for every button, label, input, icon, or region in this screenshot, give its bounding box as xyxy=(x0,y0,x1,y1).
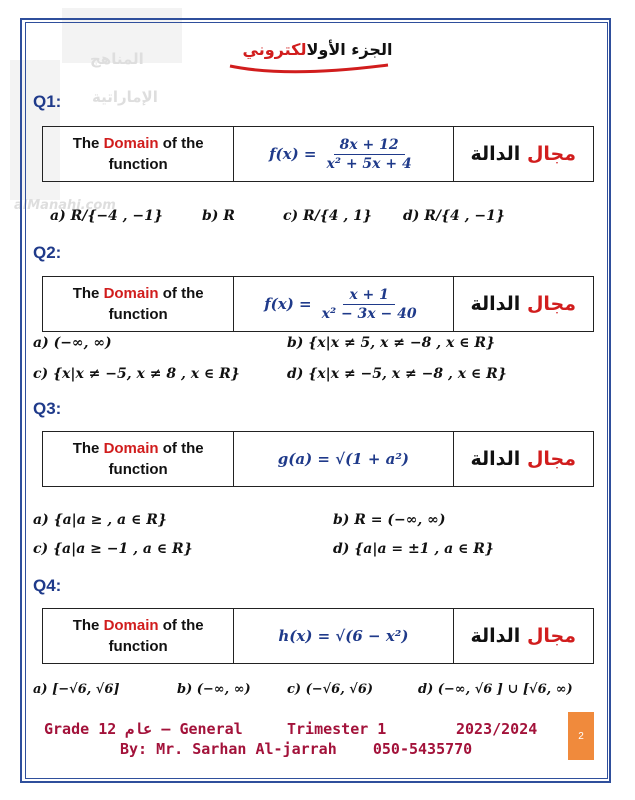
q4-function: h(x) = √(6 − x²) xyxy=(278,627,409,645)
arabic-word-black: الدالة xyxy=(470,625,521,647)
q2-box xyxy=(42,276,594,332)
domain-text-post: of the xyxy=(158,285,204,302)
q3-option-a[interactable]: a) {a|a ≥ , a ∈ R} xyxy=(33,512,167,528)
q2-option-a[interactable]: a) (−∞, ∞) xyxy=(33,335,112,351)
footer-author: By: Mr. Sarhan Al-jarrah xyxy=(120,740,337,758)
q1-function-lhs: f(x) = xyxy=(269,145,317,163)
page-title xyxy=(0,40,635,59)
arabic-word-red: مجال xyxy=(526,293,577,315)
title-part-1: الجزء الأول xyxy=(306,40,393,59)
arabic-word-red: مجال xyxy=(526,448,577,470)
page-number: 2 xyxy=(568,712,594,760)
q2-option-c[interactable]: c) {x|x ≠ −5, x ≠ 8 , x ∈ R} xyxy=(33,366,240,382)
footer-line-2 xyxy=(120,740,472,758)
footer-trimester: Trimester 1 xyxy=(287,720,387,738)
q3-function: g(a) = √(1 + a²) xyxy=(277,450,410,468)
q1-function-cell xyxy=(234,127,453,181)
q3-domain-cell xyxy=(43,432,234,486)
q4-label: Q4: xyxy=(33,576,62,595)
title-part-2: الكتروني xyxy=(242,40,307,59)
domain-word: Domain xyxy=(103,285,159,302)
arabic-word-red: مجال xyxy=(526,143,577,165)
domain-text-pre: The xyxy=(72,285,104,302)
q1-option-a[interactable]: a) R/{−4 , −1} xyxy=(50,208,163,224)
domain-text-line2: function xyxy=(108,306,168,323)
q1-box xyxy=(42,126,594,182)
domain-text-post: of the xyxy=(158,135,204,152)
domain-text-pre: The xyxy=(72,135,104,152)
domain-text-line2: function xyxy=(108,156,168,173)
domain-word: Domain xyxy=(103,440,159,457)
q2-domain-cell xyxy=(43,277,234,331)
q3-option-d[interactable]: d) {a|a = ±1 , a ∈ R} xyxy=(333,541,494,557)
q4-domain-cell xyxy=(43,609,234,663)
q2-fraction xyxy=(316,287,423,322)
q1-option-b[interactable]: b) R xyxy=(202,208,235,224)
arabic-word-red: مجال xyxy=(526,625,577,647)
q3-box xyxy=(42,431,594,487)
arabic-word-black: الدالة xyxy=(470,143,521,165)
q1-label: Q1: xyxy=(33,92,62,111)
q2-function-lhs: f(x) = xyxy=(264,295,312,313)
q2-label: Q2: xyxy=(33,243,62,262)
q4-option-d[interactable]: d) (−∞, √6 ] ∪ [√6, ∞) xyxy=(418,682,573,697)
watermark-text-2: الإماراتية xyxy=(92,88,158,106)
q2-numerator: x + 1 xyxy=(343,287,395,305)
title-underline-swoosh xyxy=(228,62,398,76)
q1-option-d[interactable]: d) R/{4 , −1} xyxy=(403,208,505,224)
q2-option-d[interactable]: d) {x|x ≠ −5, x ≠ −8 , x ∈ R} xyxy=(287,366,507,382)
footer-grade: Grade عام 12 – General xyxy=(44,720,243,738)
q1-arabic-cell xyxy=(454,127,593,181)
domain-text-pre: The xyxy=(72,617,104,634)
q1-option-c[interactable]: c) R/{4 , 1} xyxy=(283,208,372,224)
q3-label: Q3: xyxy=(33,399,62,418)
domain-word: Domain xyxy=(103,135,159,152)
domain-text-pre: The xyxy=(72,440,104,457)
arabic-word-black: الدالة xyxy=(470,448,521,470)
q3-arabic-cell xyxy=(454,432,593,486)
q2-arabic-cell xyxy=(454,277,593,331)
q4-option-a[interactable]: a) [−√6, √6] xyxy=(33,682,120,697)
q2-denominator: x² − 3x − 40 xyxy=(321,305,417,322)
q4-function-cell xyxy=(234,609,453,663)
domain-text-post: of the xyxy=(158,617,204,634)
q1-fraction xyxy=(320,137,417,172)
domain-text-line2: function xyxy=(108,461,168,478)
domain-word: Domain xyxy=(103,617,159,634)
q3-option-b[interactable]: b) R = (−∞, ∞) xyxy=(333,512,446,528)
footer-year: 2023/2024 xyxy=(456,720,538,738)
domain-text-line2: function xyxy=(108,638,168,655)
q3-function-cell xyxy=(234,432,453,486)
watermark-site: alManahj.com xyxy=(14,198,116,213)
q1-numerator: 8x + 12 xyxy=(334,137,405,155)
watermark-text-1: المناهج xyxy=(90,50,144,68)
q1-denominator: x² + 5x + 4 xyxy=(326,155,412,172)
q2-function-cell xyxy=(234,277,453,331)
q2-option-b[interactable]: b) {x|x ≠ 5, x ≠ −8 , x ∈ R} xyxy=(287,335,496,351)
q3-option-c[interactable]: c) {a|a ≥ −1 , a ∈ R} xyxy=(33,541,193,557)
q4-arabic-cell xyxy=(454,609,593,663)
q4-option-b[interactable]: b) (−∞, ∞) xyxy=(177,682,251,697)
q4-option-c[interactable]: c) (−√6, √6) xyxy=(287,682,374,697)
arabic-word-black: الدالة xyxy=(470,293,521,315)
q1-domain-cell xyxy=(43,127,234,181)
q4-box xyxy=(42,608,594,664)
domain-text-post: of the xyxy=(158,440,204,457)
footer-phone: 050-5435770 xyxy=(372,740,473,758)
